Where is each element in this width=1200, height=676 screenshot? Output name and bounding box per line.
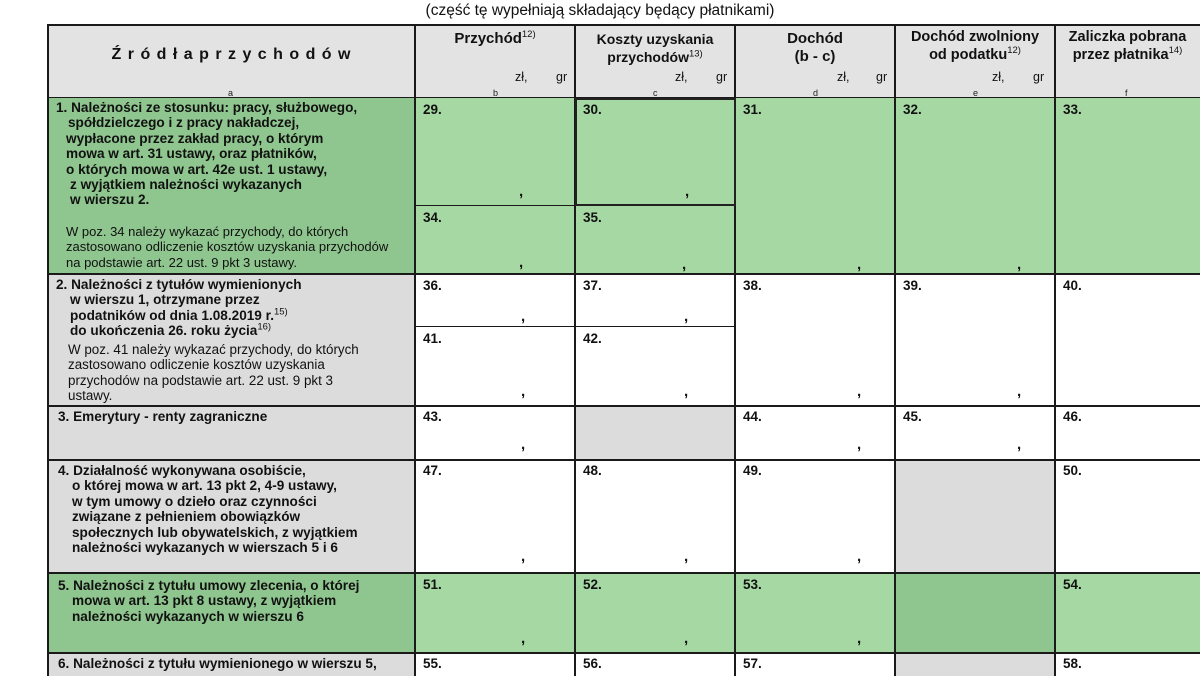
zl-label: zł,: [992, 70, 1005, 84]
decimal-comma: ,: [519, 183, 524, 200]
field-47[interactable]: 47.: [423, 463, 442, 478]
field-39[interactable]: 39.: [903, 278, 922, 293]
decimal-comma: ,: [857, 256, 862, 273]
field-41[interactable]: 41.: [423, 331, 442, 346]
field-55[interactable]: 55.: [423, 656, 442, 671]
field-32[interactable]: 32.: [903, 102, 922, 117]
row1-label: 1. Należności ze stosunku: pracy, służbowego, spółdzielczego i z pracy nakładczej, wypłacone przez zakład pracy, o którym mowa w art. 31 ustawy, oraz płatników, o których mowa w art. 42e ust. 1 ustawy, z wyjątkiem należności wykazanych w wierszu 2.: [56, 100, 358, 208]
row5-fields-bg: [415, 573, 1200, 653]
col-letter-d: d: [813, 88, 819, 98]
field-56[interactable]: 56.: [583, 656, 602, 671]
decimal-comma: ,: [857, 383, 862, 400]
field-51[interactable]: 51.: [423, 577, 442, 592]
decimal-comma: ,: [521, 308, 526, 325]
decimal-comma: ,: [1017, 256, 1022, 273]
field-57[interactable]: 57.: [743, 656, 762, 671]
field-37[interactable]: 37.: [583, 278, 602, 293]
zl-label: zł,: [675, 70, 688, 84]
decimal-comma: ,: [521, 383, 526, 400]
field-38[interactable]: 38.: [743, 278, 762, 293]
col-letter-b: b: [493, 88, 499, 98]
field-43[interactable]: 43.: [423, 409, 442, 424]
decimal-comma: ,: [684, 548, 689, 565]
decimal-comma: ,: [1017, 436, 1022, 453]
field-disabled: [895, 573, 1055, 653]
decimal-comma: ,: [857, 436, 862, 453]
decimal-comma: ,: [684, 308, 689, 325]
gr-label: gr: [556, 70, 568, 84]
col-header-advance: Zaliczka pobrana przez płatnika$^{14)}$: [1068, 29, 1187, 63]
section-note: (część tę wypełniają składający będący płatnikami): [425, 2, 775, 19]
field-50[interactable]: 50.: [1063, 463, 1082, 478]
gr-label: gr: [876, 70, 888, 84]
field-48[interactable]: 48.: [583, 463, 602, 478]
col-header-costs: Koszty uzyskania przychodów$^{13)}$: [596, 31, 714, 65]
zl-label: zł,: [837, 70, 850, 84]
decimal-comma: ,: [682, 256, 687, 273]
field-36[interactable]: 36.: [423, 278, 442, 293]
field-30[interactable]: 30.: [583, 102, 602, 117]
col-letter-f: f: [1125, 88, 1128, 98]
field-29[interactable]: 29.: [423, 102, 442, 117]
field-54[interactable]: 54.: [1063, 577, 1082, 592]
field-34[interactable]: 34.: [423, 210, 442, 225]
field-disabled: [575, 406, 735, 460]
decimal-comma: ,: [521, 548, 526, 565]
decimal-comma: ,: [519, 254, 524, 271]
field-disabled: [895, 653, 1055, 676]
row2-label: 2. Należności z tytułów wymienionych w wierszu 1, otrzymane przez podatników od dnia 1.08.2019 r.$^{15)}$ do ukończenia 26. roku życia$^{16)}$: [56, 277, 302, 339]
zl-label: zł,: [515, 70, 528, 84]
field-disabled: [895, 460, 1055, 573]
col-letter-a: a: [228, 88, 234, 98]
row6-label: 6. Należności z tytułu wymienionego w wierszu 5,: [58, 656, 377, 671]
decimal-comma: ,: [521, 436, 526, 453]
row3-label: 3. Emerytury - renty zagraniczne: [58, 409, 268, 424]
col-header-exempt: Dochód zwolniony od podatku$^{12)}$: [910, 29, 1040, 63]
gr-label: gr: [716, 70, 728, 84]
field-52[interactable]: 52.: [583, 577, 602, 592]
field-44[interactable]: 44.: [743, 409, 762, 424]
decimal-comma: ,: [684, 630, 689, 647]
row5-label: 5. Należności z tytułu umowy zlecenia, o której mowa w art. 13 pkt 8 ustawy, z wyjątkiem należności wykazanych w wierszu 6: [58, 578, 360, 624]
decimal-comma: ,: [521, 630, 526, 647]
row1-note: W poz. 34 należy wykazać przychody, do których zastosowano odliczenie kosztów uzyskania przychodów na podstawie art. 22 ust. 9 pkt 3 ustawy.: [66, 224, 389, 270]
col-header-income-net: Dochód (b - c): [787, 30, 843, 65]
col-letter-e: e: [973, 88, 979, 98]
field-49[interactable]: 49.: [743, 463, 762, 478]
field-46[interactable]: 46.: [1063, 409, 1082, 424]
sources-heading: Ź r ó d ł a p r z y c h o d ó w: [111, 46, 352, 63]
decimal-comma: ,: [684, 383, 689, 400]
row1-fields-bg: [415, 98, 1200, 274]
field-42[interactable]: 42.: [583, 331, 602, 346]
field-58[interactable]: 58.: [1063, 656, 1082, 671]
gr-label: gr: [1033, 70, 1045, 84]
field-33[interactable]: 33.: [1063, 102, 1082, 117]
col-letter-c: c: [653, 88, 658, 98]
decimal-comma: ,: [685, 183, 690, 200]
row4-label: 4. Działalność wykonywana osobiście, o której mowa w art. 13 pkt 2, 4-9 ustawy, w tym umowy o dzieło oraz czynności związane z pełnieniem obowiązków społecznych lub obywatelskich, z wyjątkiem należności wykazanych w wierszach 5 i 6: [58, 463, 358, 556]
row2-note: W poz. 41 należy wykazać przychody, do których zastosowano odliczenie kosztów uzyskania przychodów na podstawie art. 22 ust. 9 pkt 3 ustawy.: [68, 342, 359, 404]
decimal-comma: ,: [857, 548, 862, 565]
col-header-income: Przychód$^{12)}$: [454, 29, 536, 47]
field-40[interactable]: 40.: [1063, 278, 1082, 293]
field-35[interactable]: 35.: [583, 210, 602, 225]
decimal-comma: ,: [1017, 383, 1022, 400]
field-31[interactable]: 31.: [743, 102, 762, 117]
field-53[interactable]: 53.: [743, 577, 762, 592]
field-45[interactable]: 45.: [903, 409, 922, 424]
decimal-comma: ,: [857, 630, 862, 647]
